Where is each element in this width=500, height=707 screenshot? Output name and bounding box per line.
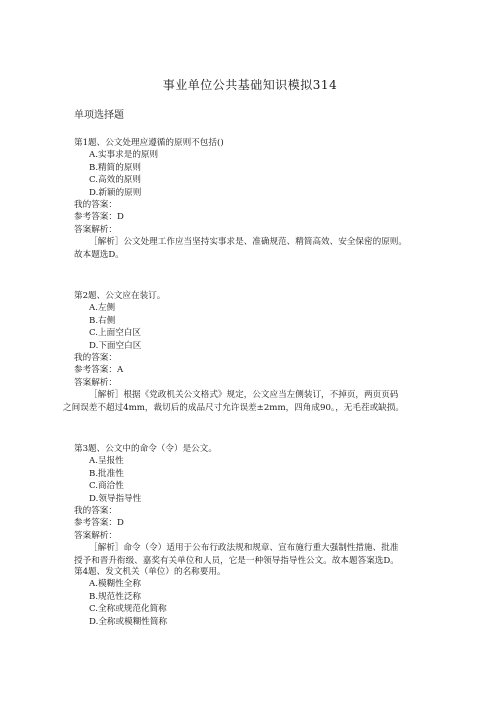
analysis-label: 答案解析： [74, 530, 117, 541]
question-stem: 第2题、公文应在装订。 [74, 291, 166, 301]
option-d: D.全称或模糊性简称 [89, 616, 168, 627]
reference-answer: 参考答案：D [74, 212, 124, 223]
reference-answer: 参考答案：A [74, 365, 124, 376]
analysis-text: 授予和晋升衔级、嘉奖有关单位和人员，它是一种领导指导性公文。故本题答案选D。 [74, 555, 399, 566]
option-b: B.右侧 [89, 315, 116, 326]
analysis-text: 之间误差不超过4mm，裁切后的成品尺寸允许误差±2mm，四角成90。，无毛茬或缺损。 [63, 402, 404, 413]
analysis-text: ［解析］公文处理工作应当坚持实事求是、准确规范、精简高效、安全保密的原则。 [89, 237, 407, 248]
my-answer: 我的答案： [74, 353, 117, 364]
option-b: B.精简的原则 [89, 162, 142, 173]
option-b: B.批准性 [89, 468, 124, 479]
analysis-label: 答案解析： [74, 377, 117, 388]
option-a: A.呈报性 [89, 456, 124, 467]
option-b: B.规范性泛称 [89, 591, 142, 602]
analysis-text: 故本题选D。 [74, 249, 124, 260]
question-stem: 第3题、公文中的命令（令）是公文。 [74, 444, 217, 454]
document-title: 事业单位公共基础知识模拟314 [162, 78, 338, 92]
analysis-label: 答案解析： [74, 224, 117, 235]
option-c: C.全称或规范化简称 [89, 604, 167, 615]
option-c: C.上面空白区 [89, 328, 141, 339]
option-d: D.领导指导性 [89, 493, 142, 504]
analysis-text: ［解析］命令（令）适用于公布行政法规和规章、宣布施行重大强制性措施、批准 [89, 543, 399, 554]
option-d: D.下面空白区 [89, 340, 142, 351]
question-2 [63, 290, 444, 414]
my-answer: 我的答案： [74, 200, 117, 211]
section-heading: 单项选择题 [74, 110, 124, 121]
option-d: D.新颖的原则 [89, 187, 142, 198]
question-stem: 第1题、公文处理应遵循的原则不包括() [74, 138, 224, 148]
option-c: C.商洽性 [89, 481, 124, 492]
question-3 [74, 443, 444, 567]
option-a: A.模糊性全称 [89, 579, 141, 590]
option-c: C.高效的原则 [89, 175, 141, 186]
option-a: A.实事求是的原则 [89, 150, 159, 161]
question-4 [74, 566, 444, 628]
reference-answer: 参考答案：D [74, 518, 124, 529]
option-a: A.左侧 [89, 303, 116, 314]
my-answer: 我的答案： [74, 506, 117, 517]
question-stem: 第4题、发文机关（单位）的名称要用。 [74, 567, 226, 577]
question-1 [74, 137, 444, 261]
analysis-text: ［解析］根据《党政机关公文格式》规定，公文应当左侧装订，不掉页，两页页码 [89, 390, 399, 401]
